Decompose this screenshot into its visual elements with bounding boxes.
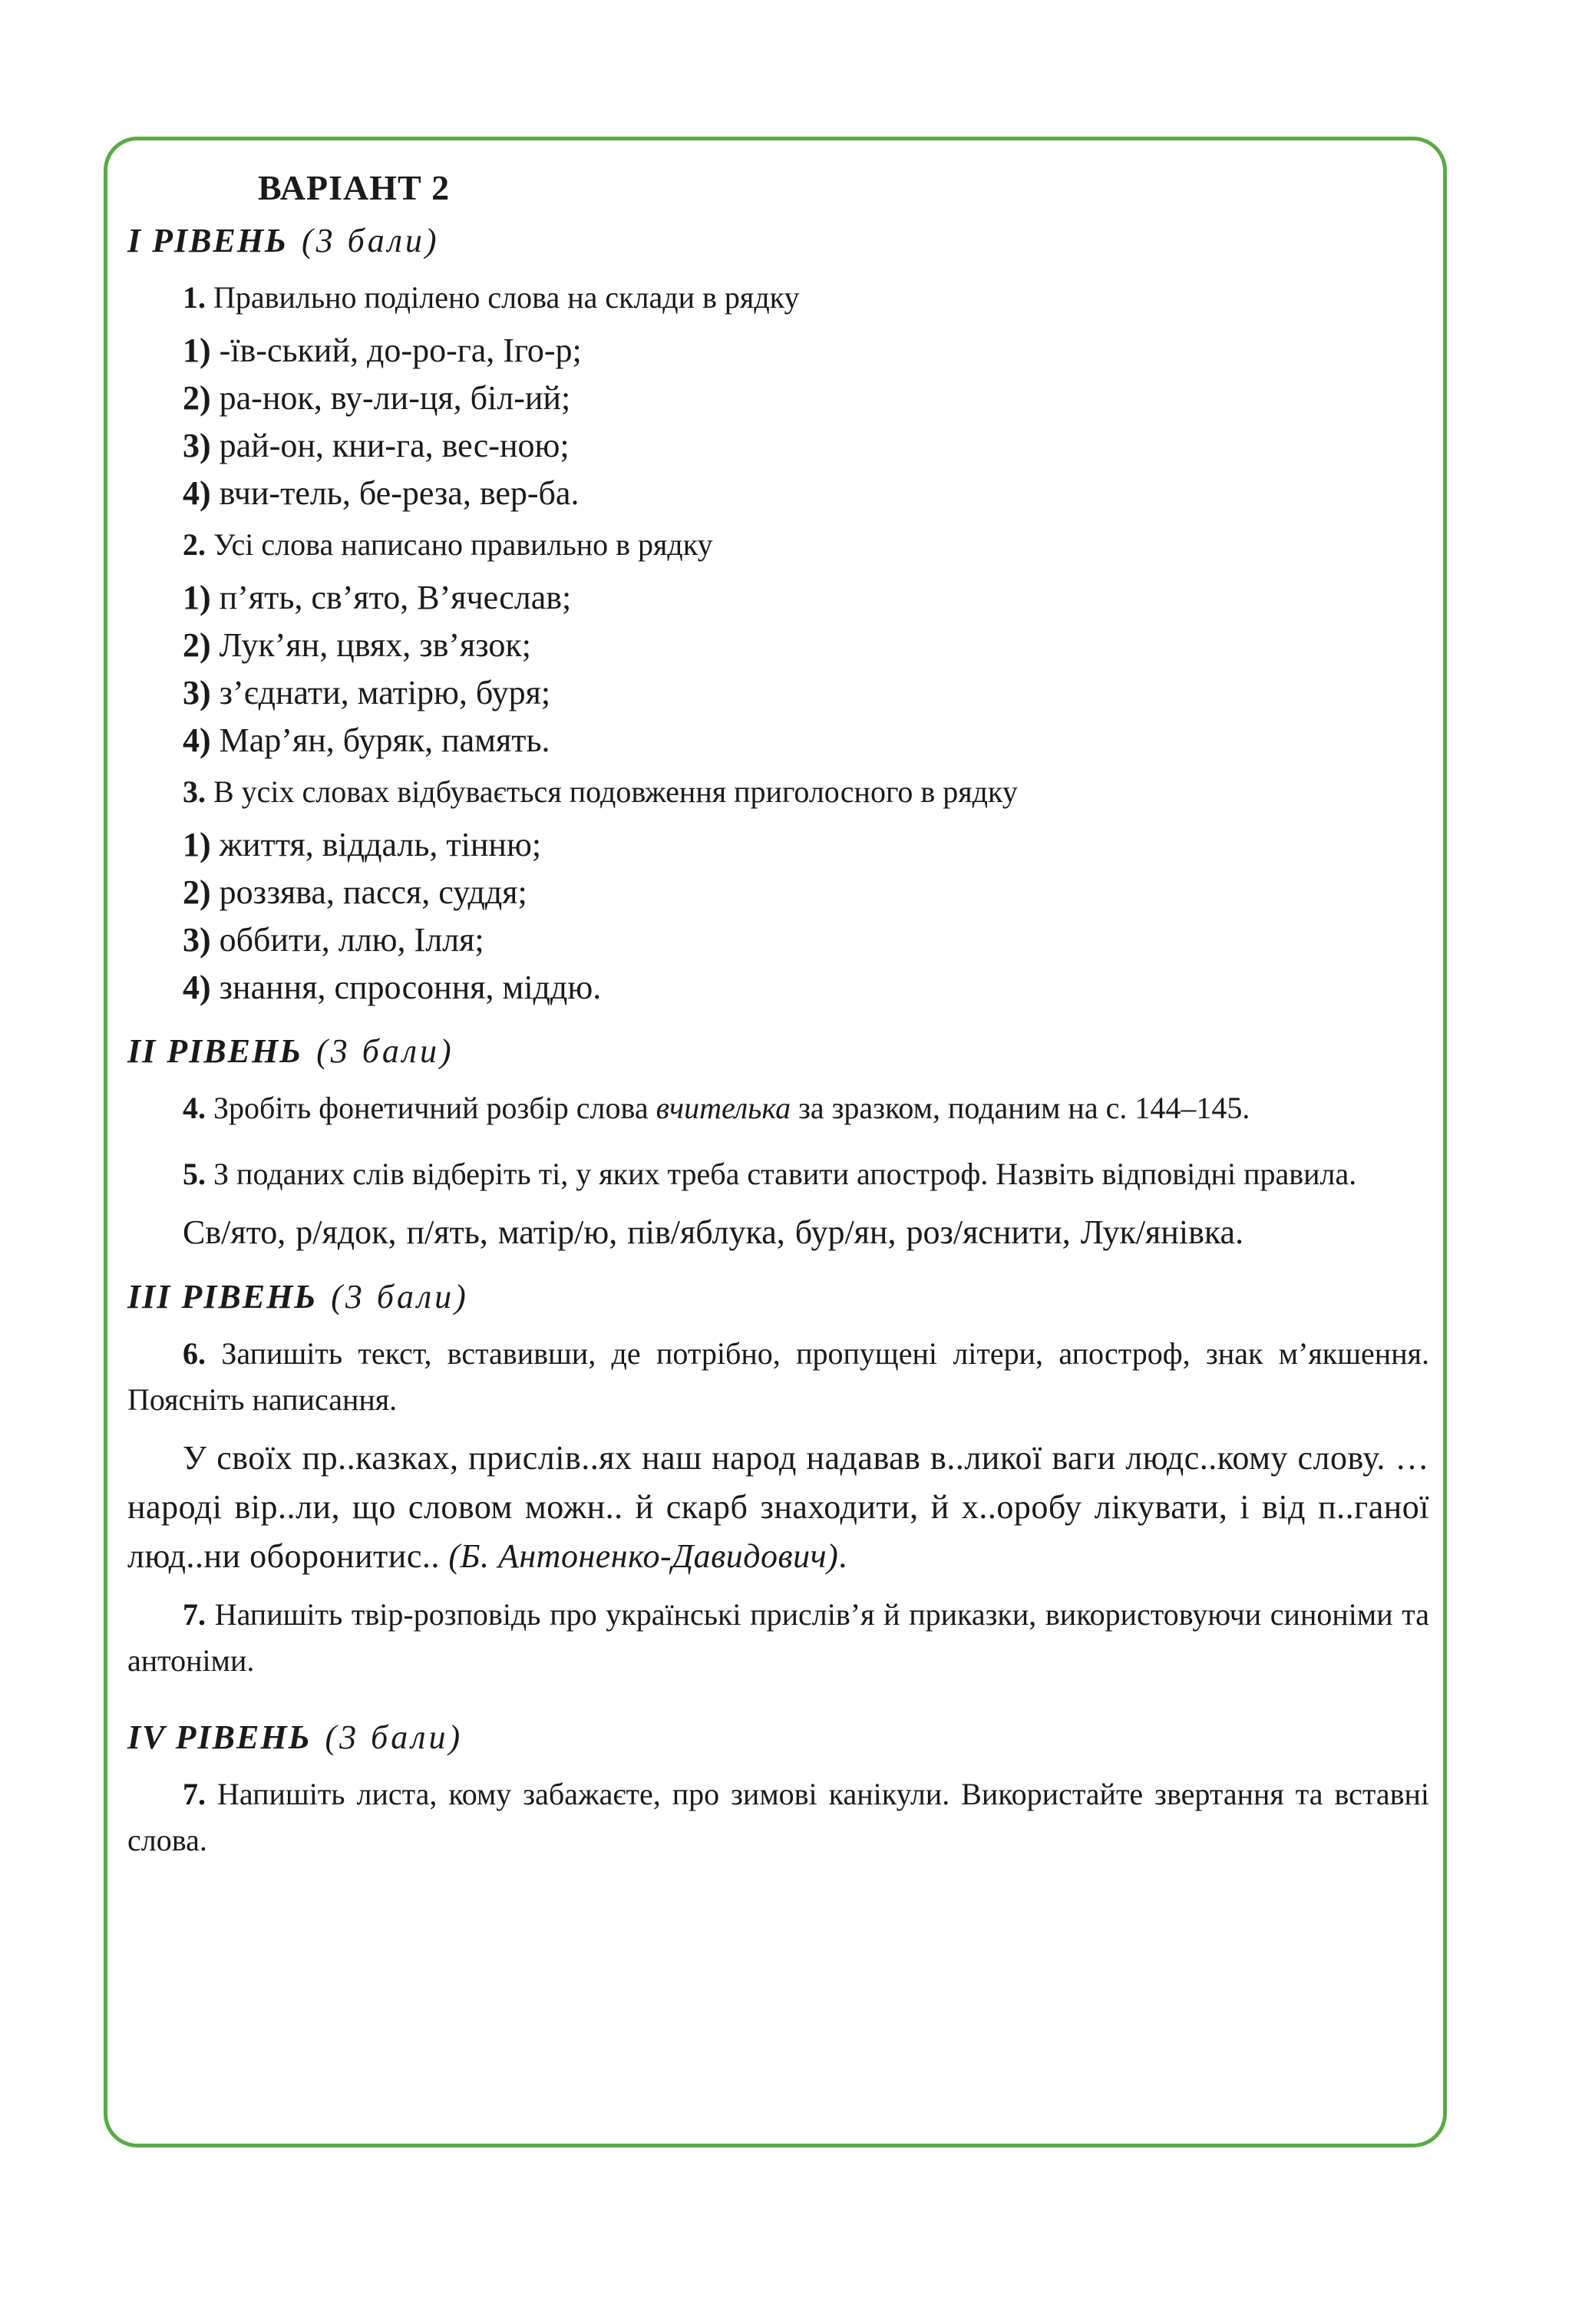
option-number: 2) xyxy=(183,626,211,664)
option-text: ра-нок, ву-ли-ця, біл-ий; xyxy=(219,379,571,417)
option-text: рай-он, кни-га, вес-ною; xyxy=(219,427,570,464)
level-points: (3 бали) xyxy=(325,1718,464,1756)
option-text: -їв-ський, до-ро-га, Іго-р; xyxy=(219,332,582,369)
question-6 xyxy=(127,1331,1429,1423)
level-name: ІІІ РІВЕНЬ xyxy=(127,1278,318,1316)
question-2-options xyxy=(127,574,1429,764)
option-item xyxy=(127,916,1429,964)
worksheet-content xyxy=(127,161,1429,1863)
level-1-heading xyxy=(127,218,1429,264)
question-7 xyxy=(127,1592,1429,1684)
level-3-heading xyxy=(127,1274,1429,1320)
question-text: Напишіть листа, кому забажаєте, про зимові канікули. Використайте звертання та вставні слова. xyxy=(127,1777,1429,1857)
option-text: Мар’ян, буряк, память. xyxy=(219,721,550,759)
option-item xyxy=(127,574,1429,622)
level-points: (3 бали) xyxy=(301,222,440,259)
option-number: 1) xyxy=(183,826,211,863)
option-item xyxy=(127,422,1429,470)
question-text: Запишіть текст, вставивши, де потрібно, пропущені літери, апостроф, знак м’якшення. Поясніть написання. xyxy=(127,1336,1430,1417)
option-item xyxy=(127,470,1429,517)
question-number: 7. xyxy=(183,1777,206,1811)
question-number: 1. xyxy=(183,280,206,315)
level-4-heading xyxy=(127,1715,1429,1761)
option-item xyxy=(127,327,1429,375)
option-number: 2) xyxy=(183,873,211,911)
passage-body: У своїх пр..казках, прислів..ях наш народ надавав в..ликої ваги людс..кому слову. … народі вір..ли, що словом можн.. й скарб знаходити, й х..оробу лікувати, і від п..ганої люд..ни оборонитис.. xyxy=(127,1439,1429,1575)
option-text: знання, спросоння, міддю. xyxy=(219,969,602,1006)
option-item xyxy=(127,669,1429,717)
option-text: вчи-тель, бе-реза, вер-ба. xyxy=(219,474,580,512)
option-item xyxy=(127,622,1429,669)
question-text: З поданих слів відберіть ті, у яких треба ставити апостроф. Назвіть відповідні правила. xyxy=(213,1157,1357,1191)
level-2-heading xyxy=(127,1028,1429,1075)
question-5 xyxy=(127,1151,1429,1197)
question-text: В усіх словах відбувається подовження приголосного в рядку xyxy=(213,774,1018,809)
level-name: І РІВЕНЬ xyxy=(127,222,288,259)
level-name: ІІ РІВЕНЬ xyxy=(127,1032,303,1070)
question-number: 3. xyxy=(183,774,206,809)
question-level-4 xyxy=(127,1771,1429,1863)
question-text: за зразком, поданим на с. 144–145. xyxy=(798,1091,1250,1125)
option-number: 3) xyxy=(183,921,211,959)
option-item xyxy=(127,869,1429,916)
option-text: з’єднати, матірю, буря; xyxy=(219,674,551,711)
option-number: 1) xyxy=(183,579,211,616)
option-item xyxy=(127,717,1429,764)
emphasized-word: вчителька xyxy=(656,1091,791,1125)
option-item xyxy=(127,821,1429,869)
question-2 xyxy=(127,522,1429,568)
question-number: 2. xyxy=(183,527,206,562)
passage-end: . xyxy=(838,1537,847,1575)
question-number: 5. xyxy=(183,1157,206,1191)
question-4 xyxy=(127,1085,1429,1131)
passage-text xyxy=(127,1434,1429,1581)
question-text: Зробіть фонетичний розбір слова xyxy=(213,1091,649,1125)
option-number: 1) xyxy=(183,332,211,369)
option-number: 4) xyxy=(183,721,211,759)
option-number: 2) xyxy=(183,379,211,417)
variant-title: ВАРІАНТ 2 xyxy=(258,168,451,207)
question-text: Усі слова написано правильно в рядку xyxy=(213,527,713,562)
level-points: (3 бали) xyxy=(331,1278,469,1316)
option-text: п’ять, св’ято, В’ячеслав; xyxy=(219,579,572,616)
option-item xyxy=(127,964,1429,1012)
option-number: 4) xyxy=(183,474,211,512)
option-number: 4) xyxy=(183,969,211,1006)
level-name: IV РІВЕНЬ xyxy=(127,1718,312,1756)
option-text: роззява, пасся, суддя; xyxy=(219,873,527,911)
option-text: життя, віддаль, тінню; xyxy=(219,826,542,863)
question-1 xyxy=(127,275,1429,321)
level-points: (3 бали) xyxy=(316,1032,454,1070)
passage-author: (Б. Антоненко-Давидович) xyxy=(448,1537,839,1575)
option-text: оббити, ллю, Ілля; xyxy=(219,921,484,959)
option-number: 3) xyxy=(183,674,211,711)
question-number: 6. xyxy=(183,1336,206,1371)
question-3 xyxy=(127,769,1429,815)
question-text: Напишіть твір-розповідь про українські прислів’я й приказки, використовуючи синоніми та антоніми. xyxy=(127,1597,1430,1678)
question-number: 7. xyxy=(183,1597,206,1632)
question-3-options xyxy=(127,821,1429,1012)
word-list: Св/ято, р/ядок, п/ять, матір/ю, пів/яблука, бур/ян, роз/яснити, Лук/янівка. xyxy=(183,1213,1244,1251)
option-number: 3) xyxy=(183,427,211,464)
option-item xyxy=(127,375,1429,422)
question-1-options xyxy=(127,327,1429,517)
option-text: Лук’ян, цвях, зв’язок; xyxy=(219,626,531,664)
question-number: 4. xyxy=(183,1091,206,1125)
question-text: Правильно поділено слова на склади в рядку xyxy=(213,280,800,315)
